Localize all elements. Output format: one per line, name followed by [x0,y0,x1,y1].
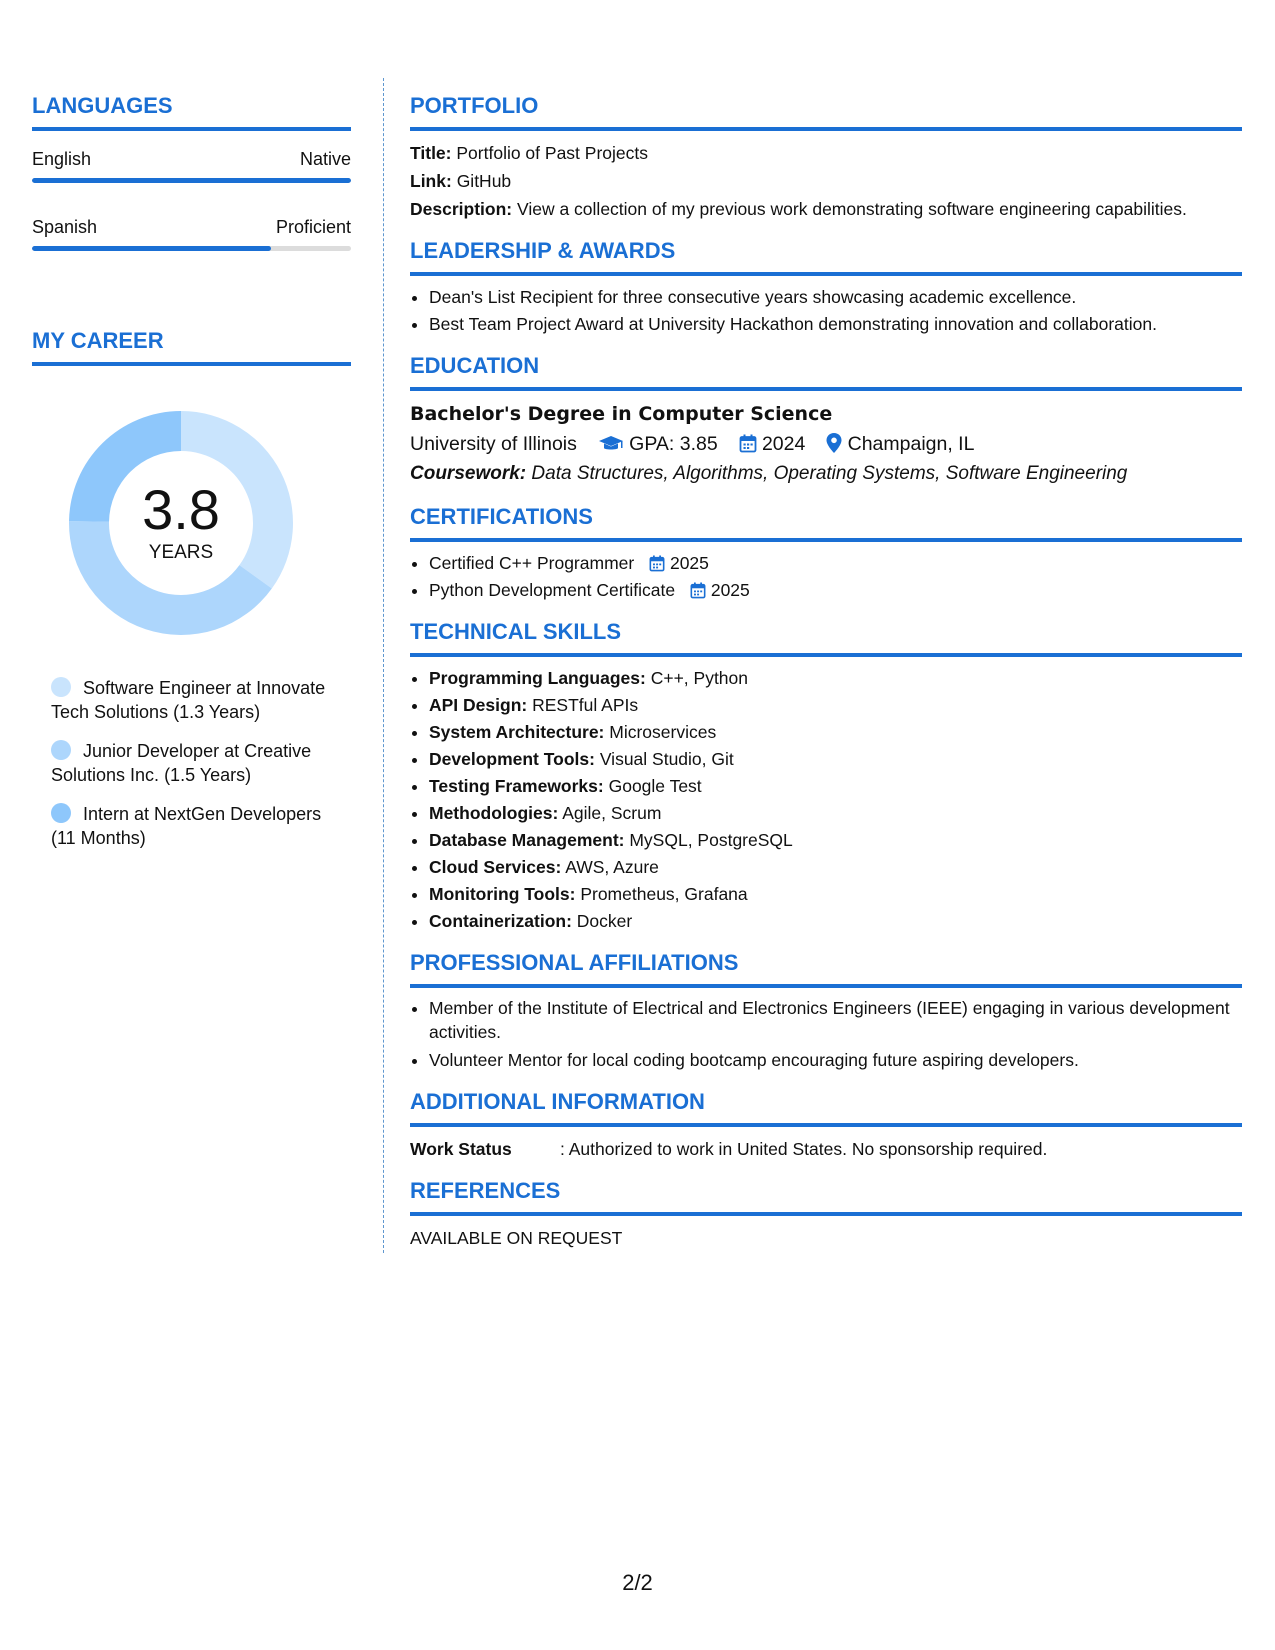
list-item [429,800,1242,827]
skill-value: RESTful APIs [532,695,639,715]
references-text: AVAILABLE ON REQUEST [410,1228,623,1248]
certifications-section [410,503,1242,604]
grad-year: 2024 [761,433,806,455]
coursework-label: Coursework: [410,463,527,484]
career-title: MY CAREER [32,327,351,366]
certifications-title: CERTIFICATIONS [410,503,1242,542]
education-title: EDUCATION [410,352,1242,391]
skill-value: Microservices [609,722,717,742]
list-item: • Member of the Institute of Electrical and Electronics Engineers (IEEE) engaging in various development activities. [429,996,1242,1044]
right-column [410,92,1242,1266]
skill-label: Programming Languages: [429,668,646,688]
left-column [32,92,351,865]
graduation-cap-icon [598,435,624,453]
portfolio-link-label: Link: [410,171,452,191]
school: University of Illinois [410,433,577,455]
list-item: • Dean's List Recipient for three consecutive years showcasing academic excellence. [429,284,1242,311]
list-item [429,908,1242,935]
language-name: English [32,149,92,169]
list-item [429,746,1242,773]
skill-value: C++, Python [650,668,749,688]
language-level: Proficient [275,217,351,237]
affiliations-title: PROFESSIONAL AFFILIATIONS [410,949,1242,988]
list-item: • Best Team Project Award at University Hackathon demonstrating innovation and collaboration. [429,311,1242,338]
cert-year: 2025 [710,580,750,600]
references-section [410,1177,1242,1252]
skill-label: Monitoring Tools: [429,884,576,904]
skill-value: Google Test [608,776,702,796]
leadership-title: LEADERSHIP & AWARDS [410,237,1242,276]
portfolio-desc: View a collection of my previous work demonstrating software engineering capabilities. [516,199,1187,219]
career-legend [51,676,341,850]
coursework: Data Structures, Algorithms, Operating Systems, Software Engineering [531,463,1128,484]
degree: Bachelor's Degree in Computer Science [410,403,833,425]
education-section [410,352,1242,489]
legend-label: Junior Developer at Creative Solutions Inc. (1.5 Years) [51,741,312,785]
additional-section [410,1088,1242,1163]
legend-dot [51,740,71,760]
column-divider [383,78,384,1253]
portfolio-title: PORTFOLIO [410,92,1242,131]
work-status-label: Work Status [410,1139,512,1159]
portfolio-section [410,92,1242,223]
location-pin-icon [826,433,842,453]
calendar-icon [649,555,665,572]
skill-label: Development Tools: [429,749,595,769]
legend-item [51,676,341,724]
list-item [429,550,1242,577]
skill-value: Visual Studio, Git [599,749,734,769]
skill-value: AWS, Azure [565,857,659,877]
language-bar [32,178,351,183]
portfolio-title-value: Portfolio of Past Projects [456,143,648,163]
languages-title: LANGUAGES [32,92,351,131]
language-bar-fill [32,178,351,183]
list-item [429,665,1242,692]
language-item [32,215,351,251]
list-item: • Volunteer Mentor for local coding bootcamp encouraging future aspiring developers. [429,1047,1242,1074]
legend-dot [51,677,71,697]
skill-label: System Architecture: [429,722,605,742]
cert-year: 2025 [669,553,709,573]
skill-value: Prometheus, Grafana [580,884,748,904]
calendar-icon [690,582,706,599]
skill-label: API Design: [429,695,528,715]
work-status-value: : Authorized to work in United States. No sponsorship required. [560,1139,1048,1159]
language-item [32,147,351,183]
skill-label: Methodologies: [429,803,559,823]
legend-item [51,802,341,850]
list-item [429,827,1242,854]
career-unit: YEARS [148,542,214,563]
language-bar-fill [32,246,271,251]
language-bar [32,246,351,251]
career-donut-chart [66,408,296,638]
skill-value: Agile, Scrum [562,803,662,823]
skills-section [410,618,1242,935]
list-item [429,854,1242,881]
language-level: Native [299,149,351,169]
portfolio-link[interactable]: GitHub [456,171,512,191]
skill-label: Database Management: [429,830,625,850]
portfolio-desc-label: Description: [410,199,513,219]
skill-value: MySQL, PostgreSQL [629,830,793,850]
list-item [429,692,1242,719]
calendar-icon [739,434,757,453]
leadership-section [410,237,1242,338]
list-item [429,719,1242,746]
list-item [429,577,1242,604]
page-number: 2/2 [622,1570,653,1595]
legend-item [51,739,341,787]
portfolio-title-label: Title: [410,143,452,163]
location: Champaign, IL [847,433,975,455]
career-total: 3.8 [142,478,220,541]
additional-title: ADDITIONAL INFORMATION [410,1088,1242,1127]
legend-dot [51,803,71,823]
list-item [429,881,1242,908]
skill-label: Cloud Services: [429,857,562,877]
skills-title: TECHNICAL SKILLS [410,618,1242,657]
gpa: GPA: 3.85 [629,433,718,455]
cert-name: Certified C++ Programmer [429,553,635,573]
references-title: REFERENCES [410,1177,1242,1216]
skill-label: Testing Frameworks: [429,776,604,796]
skill-label: Containerization: [429,911,572,931]
cert-name: Python Development Certificate [429,580,676,600]
legend-label: Intern at NextGen Developers (11 Months) [51,804,322,848]
career-section [32,327,351,850]
legend-label: Software Engineer at Innovate Tech Solutions (1.3 Years) [51,678,326,722]
skill-value: Docker [576,911,633,931]
affiliations-section [410,949,1242,1074]
language-name: Spanish [32,217,98,237]
languages-section [32,92,351,251]
list-item [429,773,1242,800]
